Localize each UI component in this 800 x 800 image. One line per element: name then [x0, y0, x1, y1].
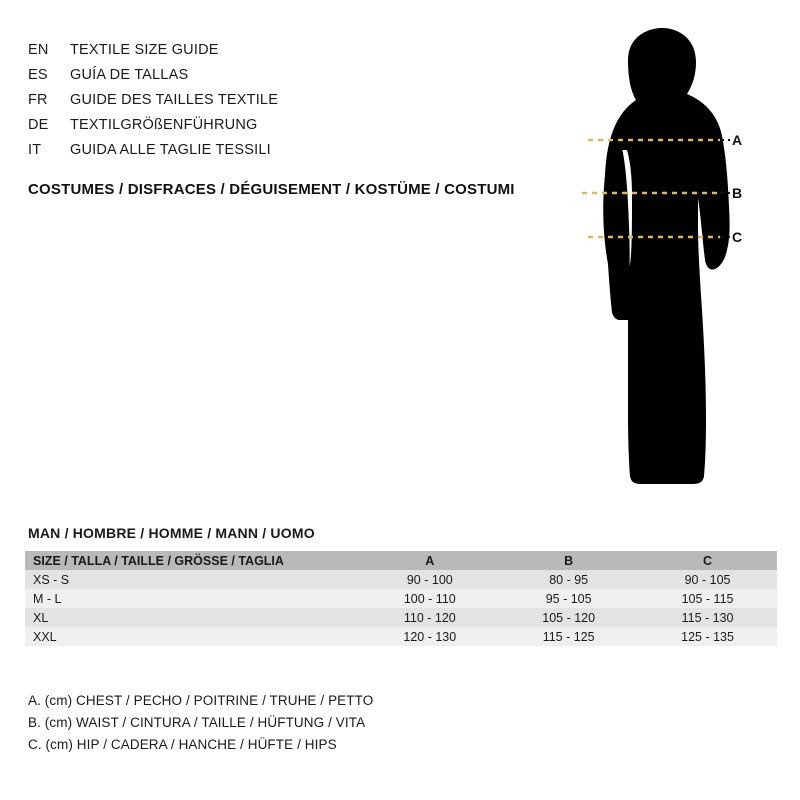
- table-header-size: SIZE / TALLA / TAILLE / GRÖSSE / TAGLIA: [33, 553, 284, 568]
- section-label-man: MAN / HOMBRE / HOMME / MANN / UOMO: [28, 525, 315, 541]
- table-header: [25, 551, 777, 570]
- cell-c: 105 - 115: [681, 591, 734, 606]
- cell-c: 115 - 130: [681, 610, 734, 625]
- cell-b: 80 - 95: [549, 572, 589, 587]
- legend-row-b: B. (cm) WAIST / CINTURA / TAILLE / HÜFTUNG / VITA: [28, 715, 366, 730]
- language-code-es: ES: [28, 67, 48, 83]
- table-header-row: [25, 551, 777, 570]
- cell-b: 115 - 125: [542, 629, 595, 644]
- language-code-de: DE: [28, 117, 49, 133]
- table-header-c: C: [703, 553, 713, 568]
- measurement-legend: [28, 690, 628, 756]
- measure-letter-group: [520, 20, 780, 500]
- language-row-fr: [28, 88, 488, 113]
- cell-b: 105 - 120: [542, 610, 596, 625]
- language-row-it: [28, 138, 488, 163]
- language-row-es: [28, 63, 488, 88]
- legend-row-c: C. (cm) HIP / CADERA / HANCHE / HÜFTE / HIPS: [28, 737, 337, 752]
- language-code-fr: FR: [28, 92, 48, 108]
- language-text-it: GUIDA ALLE TAGLIE TESSILI: [70, 142, 271, 158]
- cell-c: 125 - 135: [681, 629, 734, 644]
- cell-b: 95 - 105: [545, 591, 592, 606]
- table-row: [25, 570, 777, 589]
- language-code-en: EN: [28, 42, 49, 58]
- language-list: [28, 38, 488, 163]
- cell-size: XS - S: [33, 572, 70, 587]
- language-text-en: TEXTILE SIZE GUIDE: [70, 42, 219, 58]
- cell-size: XXL: [33, 629, 57, 644]
- language-text-es: GUÍA DE TALLAS: [70, 67, 189, 83]
- table-header-b: B: [564, 553, 574, 568]
- table-row: [25, 589, 777, 608]
- table-header-a: A: [425, 553, 435, 568]
- measure-letter-c: C: [732, 229, 743, 245]
- cell-size: XL: [33, 610, 49, 625]
- table-row: [25, 608, 777, 627]
- cell-c: 90 - 105: [684, 572, 731, 587]
- table-body: [25, 570, 777, 646]
- language-text-de: TEXTILGRÖßENFÜHRUNG: [70, 117, 258, 133]
- language-row-de: [28, 113, 488, 138]
- cell-a: 90 - 100: [406, 572, 453, 587]
- size-table: [25, 551, 777, 646]
- language-text-fr: GUIDE DES TAILLES TEXTILE: [70, 92, 279, 108]
- measure-letter-b: B: [732, 185, 743, 201]
- measure-letter-a: A: [732, 132, 743, 148]
- costumes-subtitle: COSTUMES / DISFRACES / DÉGUISEMENT / KOSTÜME / COSTUMI: [28, 181, 515, 198]
- legend-row-a: A. (cm) CHEST / PECHO / POITRINE / TRUHE / PETTO: [28, 693, 374, 708]
- cell-size: M - L: [33, 591, 62, 606]
- cell-a: 110 - 120: [403, 610, 456, 625]
- cell-a: 120 - 130: [403, 629, 457, 644]
- figure-illustration: [520, 20, 780, 500]
- language-code-it: IT: [28, 142, 42, 158]
- language-row-en: [28, 38, 488, 63]
- table-row: [25, 627, 777, 646]
- cell-a: 100 - 110: [403, 591, 456, 606]
